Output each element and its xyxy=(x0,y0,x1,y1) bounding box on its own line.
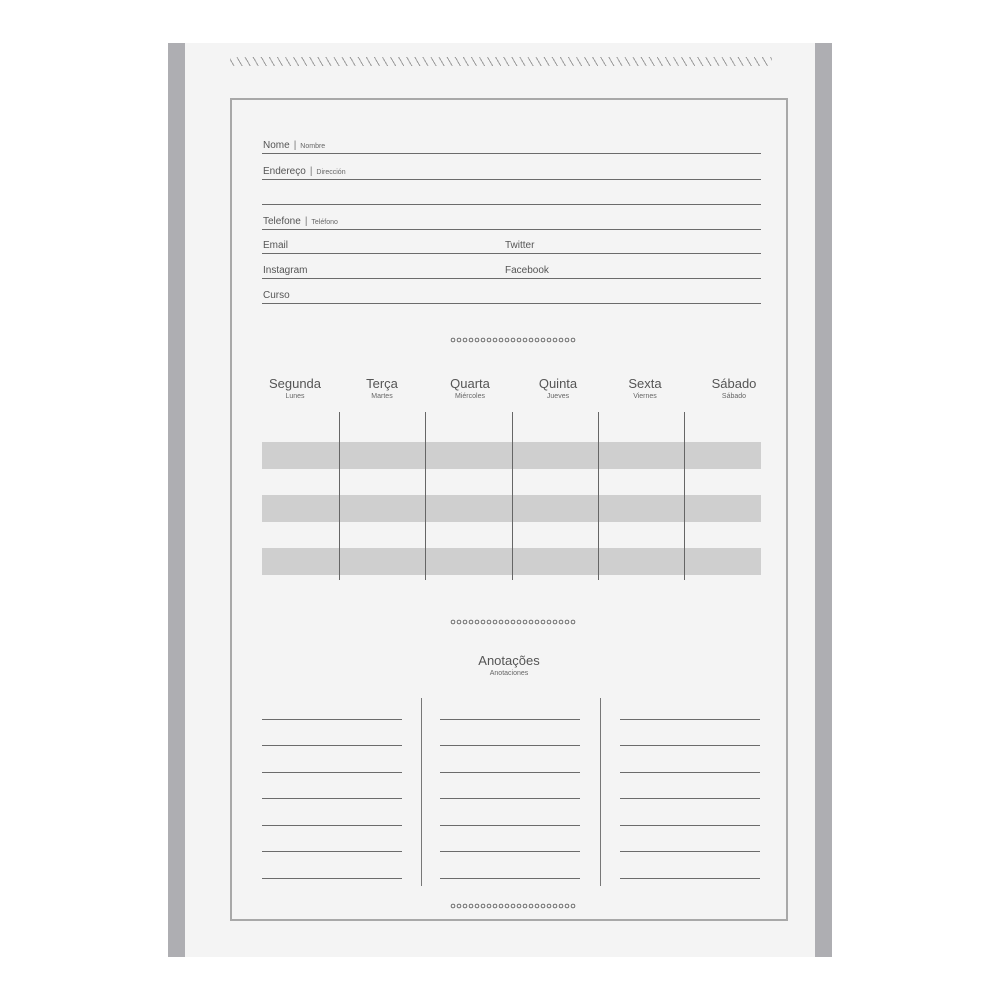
nome-label: Nome | Nombre xyxy=(263,140,326,151)
telefone-field[interactable] xyxy=(262,208,761,230)
note-line[interactable] xyxy=(262,878,402,879)
note-line[interactable] xyxy=(262,745,402,746)
note-line[interactable] xyxy=(620,798,760,799)
planner-sheet xyxy=(168,43,832,957)
day-header-sexta: Sexta Viernes xyxy=(628,376,662,400)
note-line[interactable] xyxy=(440,878,580,879)
schedule-divider-3 xyxy=(512,412,513,580)
telefone-label: Telefone | Teléfono xyxy=(263,216,338,227)
email-label: Email xyxy=(263,240,289,251)
schedule-divider-2 xyxy=(425,412,426,580)
day-header-quinta: Quinta Jueves xyxy=(538,376,578,400)
note-line[interactable] xyxy=(262,719,402,720)
day-header-sabado: Sábado Sábado xyxy=(711,376,757,400)
curso-field[interactable] xyxy=(262,282,761,304)
day-header-segunda: Segunda Lunes xyxy=(268,376,322,400)
note-line[interactable] xyxy=(440,745,580,746)
note-line[interactable] xyxy=(262,851,402,852)
right-edge-strip xyxy=(815,43,832,957)
email-twitter-field[interactable] xyxy=(262,232,761,254)
note-line[interactable] xyxy=(440,851,580,852)
notes-divider-1 xyxy=(421,698,422,886)
top-hatch-pattern xyxy=(230,57,772,66)
instagram-facebook-field[interactable] xyxy=(262,257,761,279)
notes-heading: Anotações Anotaciones xyxy=(478,653,540,677)
curso-label: Curso xyxy=(263,290,290,301)
day-header-terca: Terça Martes xyxy=(366,376,398,400)
notes-divider-2 xyxy=(600,698,601,886)
note-line[interactable] xyxy=(620,851,760,852)
schedule-divider-5 xyxy=(684,412,685,580)
schedule-divider-1 xyxy=(339,412,340,580)
day-header-quarta: Quarta Miércoles xyxy=(450,376,490,400)
twitter-label: Twitter xyxy=(505,240,535,251)
dotted-divider-2 xyxy=(450,619,576,625)
endereco-label: Endereço | Dirección xyxy=(263,166,346,177)
note-line[interactable] xyxy=(440,719,580,720)
endereco-field[interactable] xyxy=(262,158,761,180)
schedule-divider-4 xyxy=(598,412,599,580)
note-line[interactable] xyxy=(620,825,760,826)
note-line[interactable] xyxy=(620,719,760,720)
dotted-divider-1 xyxy=(450,337,576,343)
dotted-divider-3 xyxy=(450,903,576,909)
note-line[interactable] xyxy=(262,772,402,773)
note-line[interactable] xyxy=(262,798,402,799)
note-line[interactable] xyxy=(440,772,580,773)
note-line[interactable] xyxy=(620,772,760,773)
facebook-label: Facebook xyxy=(505,265,549,276)
note-line[interactable] xyxy=(620,878,760,879)
instagram-label: Instagram xyxy=(263,265,308,276)
note-line[interactable] xyxy=(440,825,580,826)
note-line[interactable] xyxy=(440,798,580,799)
nome-field[interactable] xyxy=(262,132,761,154)
note-line[interactable] xyxy=(620,745,760,746)
note-line[interactable] xyxy=(262,825,402,826)
endereco-line-2[interactable] xyxy=(262,183,761,205)
left-edge-strip xyxy=(168,43,185,957)
